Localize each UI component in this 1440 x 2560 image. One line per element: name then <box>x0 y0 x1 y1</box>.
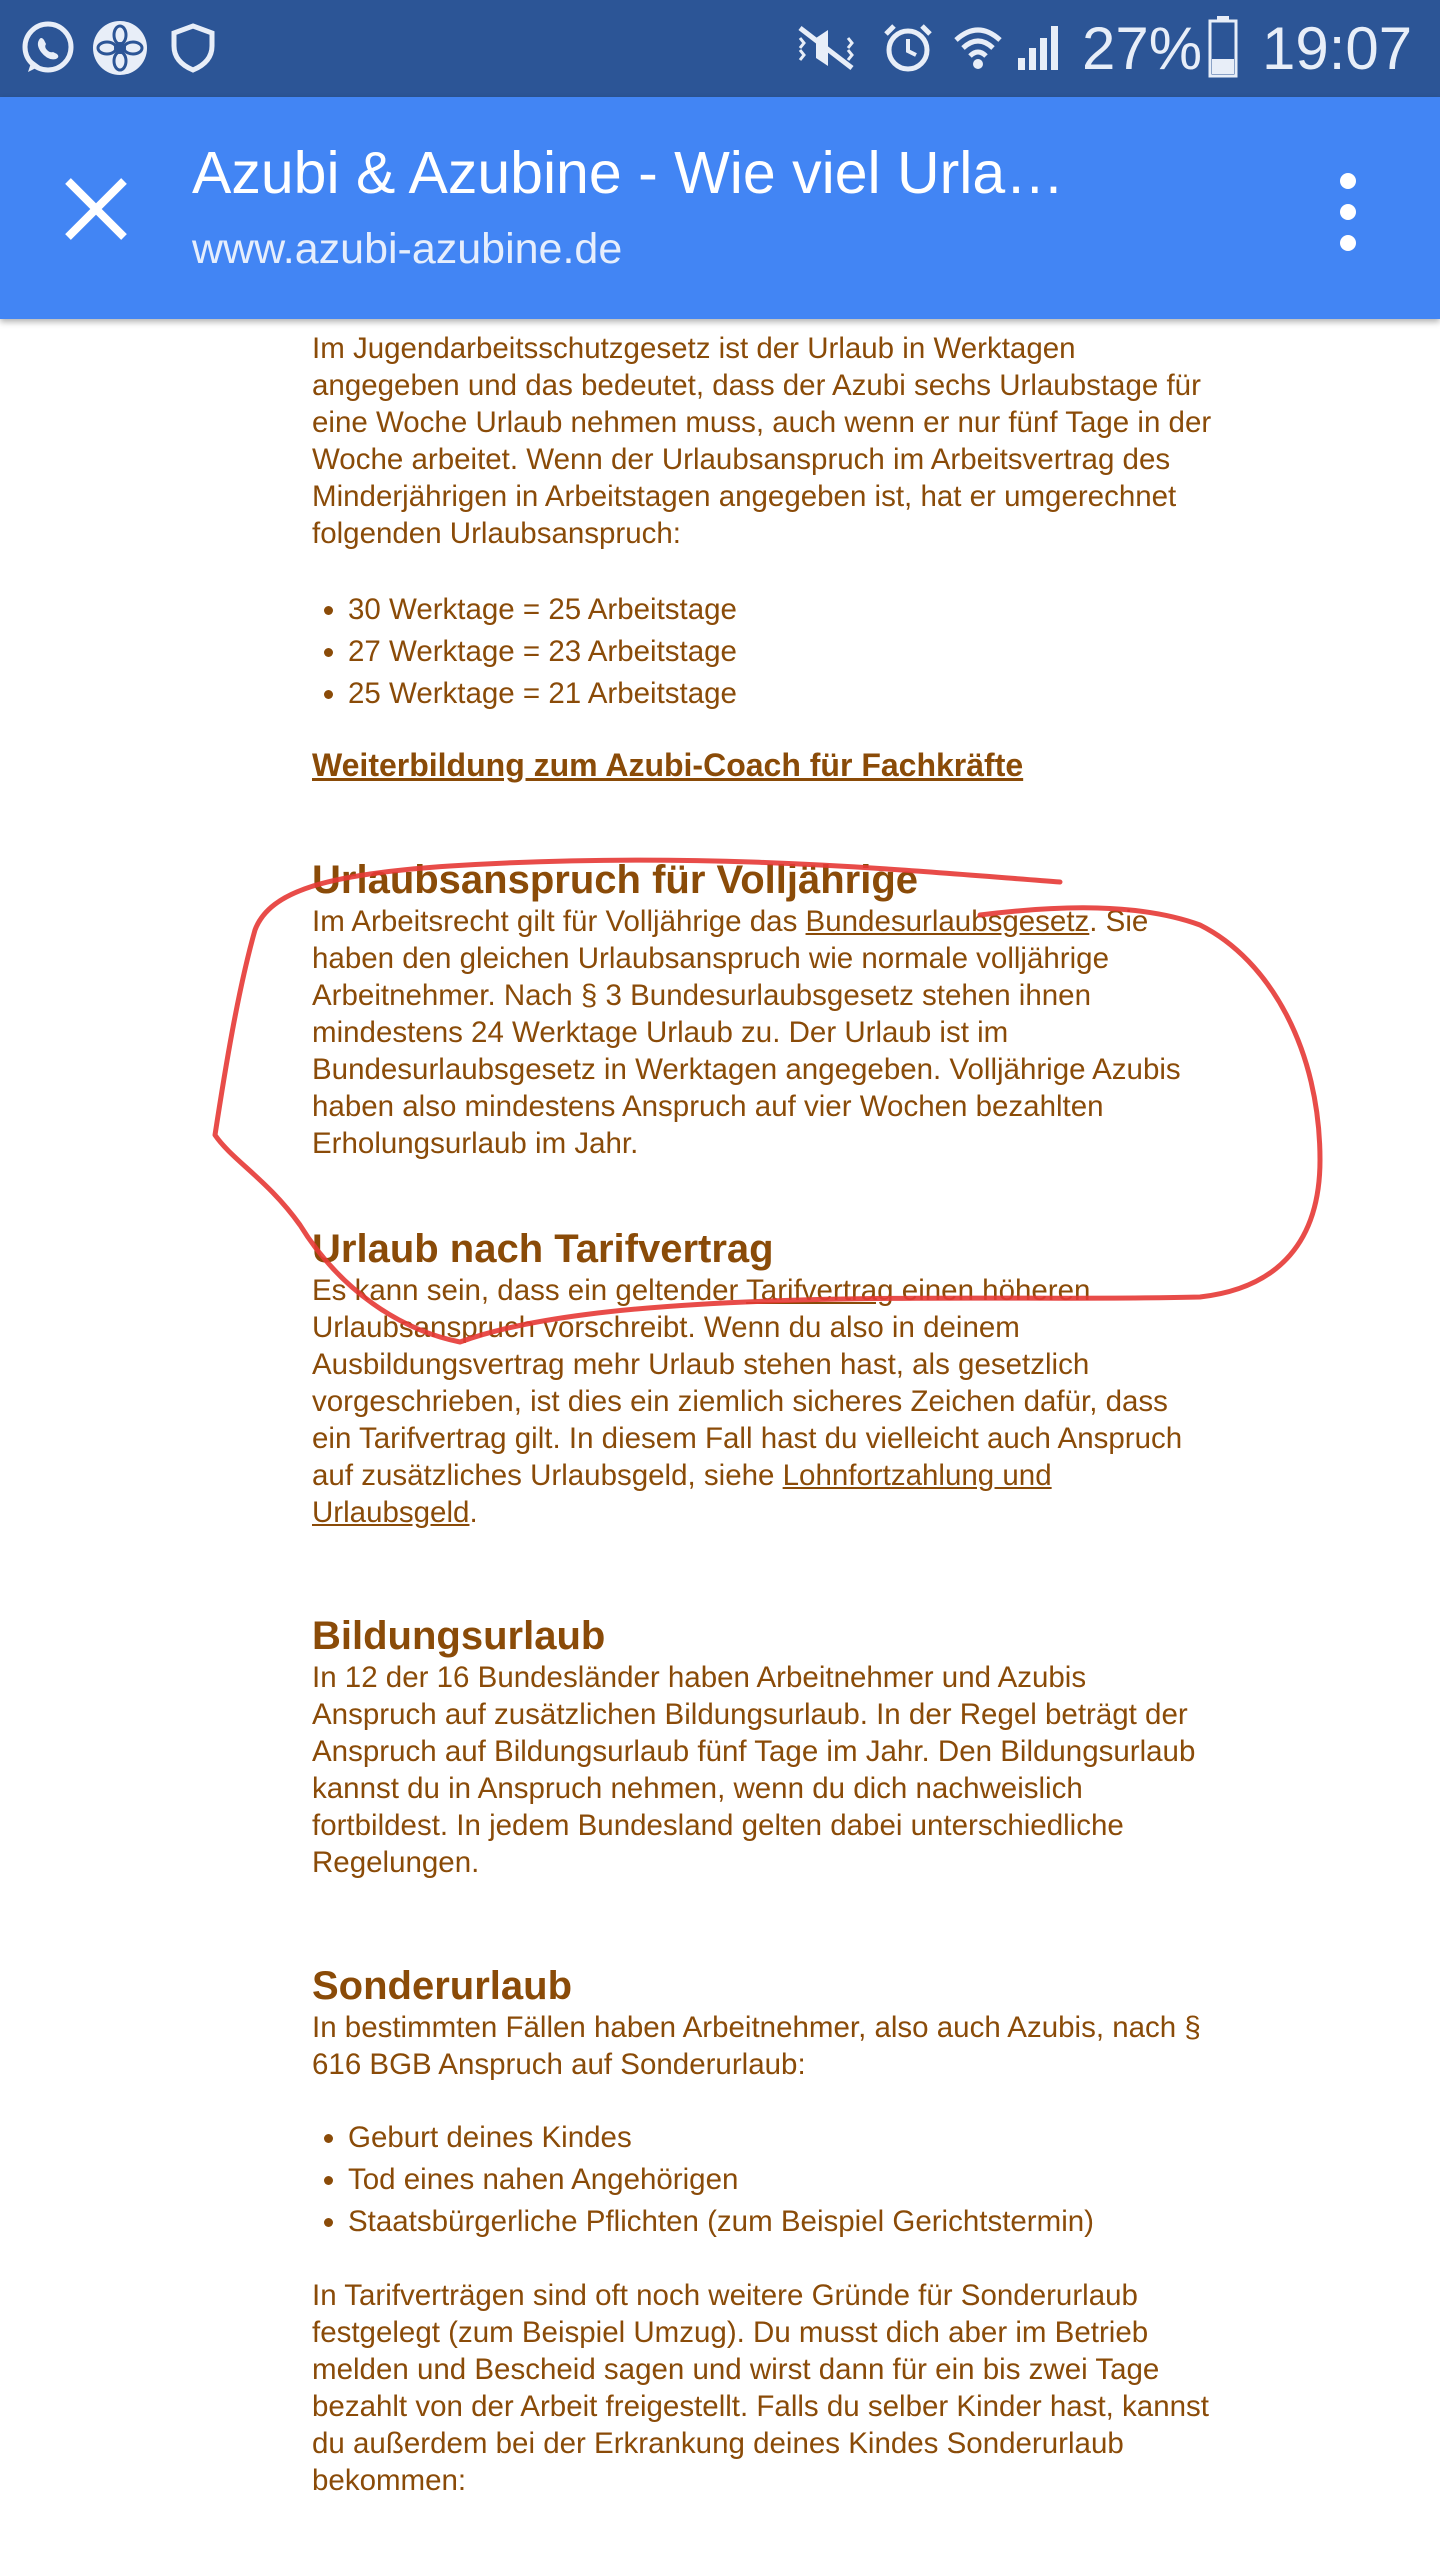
heading-bildung: Bildungsurlaub <box>312 1614 606 1658</box>
tarif-paragraph: Es kann sein, dass ein geltender Tarifvertrag einen höheren Urlaubsanspruch vorschreibt. Wenn du also in deinem Ausbildungsvertrag mehr Urlaub stehen hast, als gesetzlich vorgeschrieben, ist dies ein ziemlich sicheres Zeichen dafür, dass ein Tarifvertrag gilt. In diesem Fall hast du vielleicht auch Anspruch auf zusätzliches Urlaubsgeld, siehe Lohnfortzahlung und Urlaubsgeld. <box>312 1274 1183 1529</box>
signal-icon <box>1014 22 1066 74</box>
battery-percent: 27% <box>1082 15 1203 82</box>
battery-icon <box>1208 16 1238 78</box>
adults-paragraph: Im Arbeitsrecht gilt für Volljährige das Bundesurlaubsgesetz. Sie haben den gleichen Urlaubsanspruch wie normale volljährige Arbeitnehmer. Nach § 3 Bundesurlaubsgesetz stehen ihnen mindestens 24 Werktage Urlaub zu. Der Urlaub ist im Bundesurlaubsgesetz in Werktagen angegeben. Volljährige Azubis haben also mindestens Anspruch auf vier Wochen bezahlten Erholungsurlaub im Jahr. <box>312 905 1181 1160</box>
wifi-icon <box>952 22 1004 74</box>
shield-icon <box>168 22 218 74</box>
tarifvertrag-link[interactable]: Tarifvertrag <box>746 1274 894 1307</box>
intro-paragraph: Im Jugendarbeitsschutzgesetz ist der Urlaub in Werktagen angegeben und das bedeutet, dass der Azubi sechs Urlaubstage für eine Woche Urlaub nehmen muss, auch wenn er nur fünf Tage in der Woche arbeitet. Wenn der Urlaubsanspruch im Arbeitsvertrag des Minderjährigen in Arbeitstagen angegeben ist, hat er umgerechnet folgenden Urlaubsanspruch: <box>312 332 1212 550</box>
sonder-list <box>312 2117 1212 2243</box>
status-bar <box>0 0 1440 97</box>
page-url: www.azubi-azubine.de <box>192 225 623 273</box>
workdays-list <box>312 589 1212 715</box>
list-item: • 30 Werktage = 25 Arbeitstage <box>348 589 1212 631</box>
whatsapp-icon <box>20 20 76 76</box>
bildung-paragraph: In 12 der 16 Bundesländer haben Arbeitnehmer und Azubis Anspruch auf zusätzlichen Bildungsurlaub. In der Regel beträgt der Anspruch auf Bildungsurlaub fünf Tage im Jahr. Den Bildungsurlaub kannst du in Anspruch nehmen, wenn du dich nachweislich fortbildest. In jedem Bundesland gelten dabei unterschiedliche Regelungen. <box>312 1661 1196 1879</box>
list-item: • Geburt deines Kindes <box>348 2117 1212 2159</box>
sonder-paragraph: In bestimmten Fällen haben Arbeitnehmer, also auch Azubis, nach § 616 BGB Anspruch auf Sonderurlaub: <box>312 2011 1201 2081</box>
heading-tarif: Urlaub nach Tarifvertrag <box>312 1227 774 1271</box>
close-icon[interactable] <box>56 169 136 249</box>
lohnfortzahlung-link[interactable]: Lohnfortzahlung und Urlaubsgeld <box>312 1459 1052 1529</box>
bundesurlaubsgesetz-link[interactable]: Bundesurlaubsgesetz <box>805 905 1090 938</box>
article-content <box>312 320 1212 2499</box>
list-item: • 25 Werktage = 21 Arbeitstage <box>348 673 1212 715</box>
mute-icon <box>794 22 858 74</box>
list-item: • 27 Werktage = 23 Arbeitstage <box>348 631 1212 673</box>
settings-flower-icon <box>90 18 150 78</box>
clock: 19:07 <box>1262 15 1413 82</box>
page-title: Azubi & Azubine - Wie viel Urla… <box>192 140 1065 206</box>
custom-tab-toolbar <box>0 97 1440 319</box>
more-vert-icon[interactable] <box>1326 167 1370 257</box>
alarm-icon <box>880 20 936 76</box>
coach-link[interactable]: Weiterbildung zum Azubi-Coach für Fachkräfte <box>312 747 1024 783</box>
heading-adults: Urlaubsanspruch für Volljährige <box>312 858 919 902</box>
list-item: • Tod eines nahen Angehörigen <box>348 2159 1212 2201</box>
list-item: • Staatsbürgerliche Pflichten (zum Beispiel Gerichtstermin) <box>348 2201 1212 2243</box>
sonder-paragraph-2: In Tarifverträgen sind oft noch weitere Gründe für Sonderurlaub festgelegt (zum Beispiel Umzug). Du musst dich aber im Betrieb melden und Bescheid sagen und wirst dann für ein bis zwei Tage bezahlt von der Arbeit freigestellt. Falls du selber Kinder hast, kannst du außerdem bei der Erkrankung deines Kindes Sonderurlaub bekommen: <box>312 2279 1209 2497</box>
heading-sonder: Sonderurlaub <box>312 1964 573 2008</box>
